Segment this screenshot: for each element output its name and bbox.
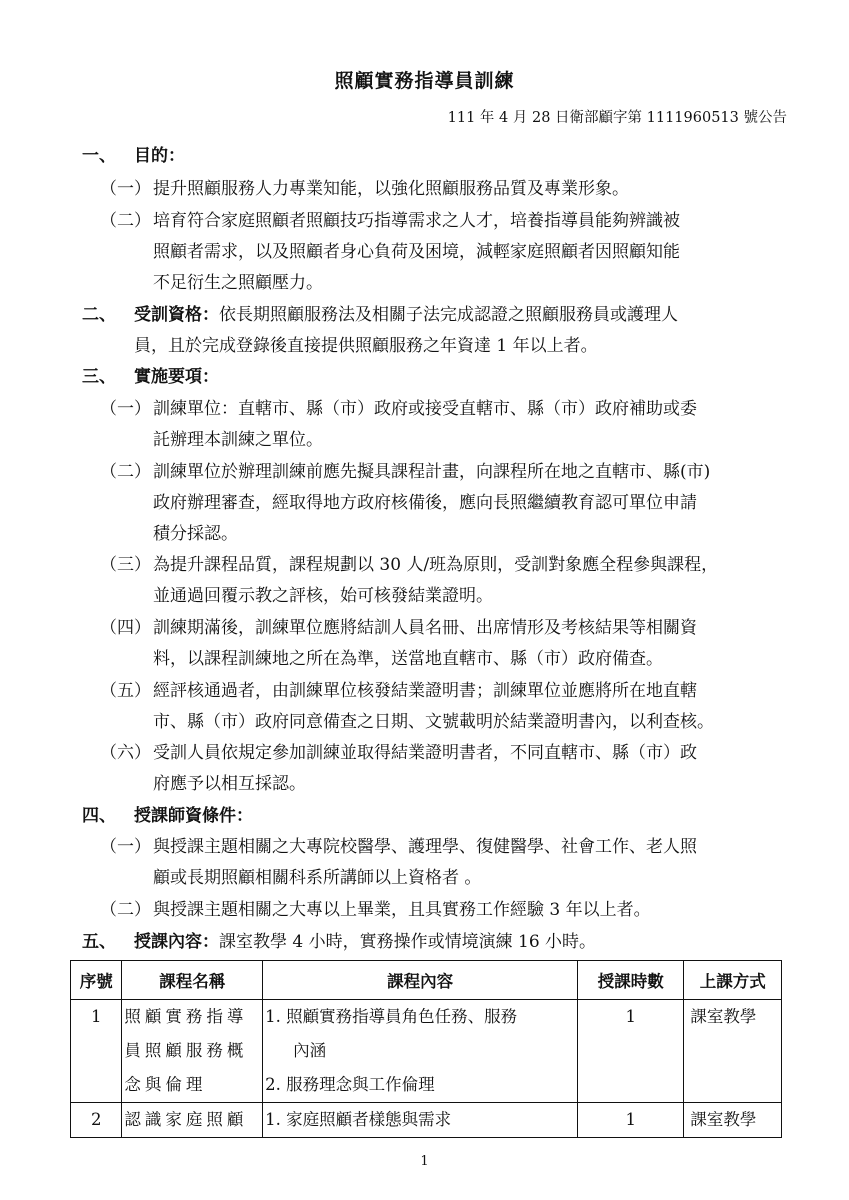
s4-item-2-number: （二） [100,900,151,920]
row-1-no: 1 [71,1000,122,1103]
s3-item-6-text: 受訓人員依規定參加訓練並取得結業證明書者，不同直轄市、縣（市）政 [153,743,697,763]
s3-item-1-number: （一） [100,399,151,419]
s3-item-4-text: 訓練期滿後，訓練單位應將結訓人員名冊、出席情形及考核結果等相關資 [153,618,697,638]
section-1-heading: 目的： [134,146,185,166]
header-hours: 授課時數 [578,961,684,1000]
section-3-number: 三、 [82,367,116,387]
s4-item-1-number: （一） [100,837,151,857]
row-2-hours: 1 [578,1103,684,1138]
s3-item-5-text-line-2: 市、縣（市）政府同意備查之日期、文號載明於結業證明書內，以利查核。 [153,712,714,732]
section-2-number: 二、 [82,305,116,325]
row-2-content: 1. 家庭照顧者樣態與需求 [263,1103,578,1138]
s3-item-5-number: （五） [100,681,151,701]
s4-item-2-text: 與授課主題相關之大專以上畢業，且具實務工作經驗 3 年以上者。 [153,900,651,920]
row-2-mode: 課室教學 [684,1103,782,1138]
s3-item-2-text-line-3: 積分採認。 [153,524,238,544]
s1-item-2-text-line-2: 照顧者需求，以及照顧者身心負荷及困境，減輕家庭照顧者因照顧知能 [153,242,680,262]
page-title: 照顧實務指導員訓練 [334,70,515,92]
section-2-heading: 受訓資格：依長期照顧服務法及相關子法完成認證之照顧服務員或護理人 [134,305,678,325]
s3-item-2-text: 訓練單位於辦理訓練前應先擬具課程計畫，向課程所在地之直轄市、縣(市) [153,462,711,482]
header-mode: 上課方式 [684,961,782,1000]
s3-item-2-number: （二） [100,462,151,482]
s1-item-1-text: 提升照顧服務人力專業知能，以強化照顧服務品質及專業形象。 [153,179,629,199]
section-5-text: 課室教學 4 小時，實務操作或情境演練 16 小時。 [219,932,597,952]
s3-item-5-text: 經評核通過者，由訓練單位核發結業證明書；訓練單位並應將所在地直轄 [153,681,697,701]
s3-item-3-text-line-2: 並通過回覆示教之評核，始可核發結業證明。 [153,586,493,606]
table-header-row [71,961,782,1000]
section-5-number: 五、 [82,932,116,952]
section-1-number: 一、 [82,146,116,166]
s3-item-4-number: （四） [100,618,151,638]
section-5-heading: 授課內容：課室教學 4 小時，實務操作或情境演練 16 小時。 [134,932,597,952]
section-4-number: 四、 [82,806,116,826]
s3-item-2-text-line-2: 政府辦理審查，經取得地方政府核備後，應向長照繼續教育認可單位申請 [153,493,697,513]
course-table [70,960,782,1138]
s1-item-2-text: 培育符合家庭照顧者照顧技巧指導需求之人才，培養指導員能夠辨識被 [153,211,680,231]
s3-item-6-number: （六） [100,743,151,763]
section-4-heading: 授課師資條件： [134,806,253,826]
s3-item-6-text-line-2: 府應予以相互採認。 [153,774,306,794]
row-2-no: 2 [71,1103,122,1138]
s3-item-3-text: 為提升課程品質，課程規劃以 30 人/班為原則，受訓對象應全程參與課程， [153,555,719,575]
s1-item-2-text-line-3: 不足衍生之照顧壓力。 [153,273,323,293]
row-1-name: 照顧實務指導 員照顧服務概 念與倫理 [122,1000,263,1103]
s3-item-3-number: （三） [100,555,151,575]
header-no: 序號 [71,961,122,1000]
table-row [71,1103,782,1138]
page-number: 1 [420,1154,429,1169]
s4-item-1-text-line-2: 顧或長期照顧相關科系所講師以上資格者 。 [153,868,482,888]
s3-item-1-text-line-2: 託辦理本訓練之單位。 [153,430,323,450]
section-2-text-line-2: 員，且於完成登錄後直接提供照顧服務之年資達 1 年以上者。 [134,336,598,356]
s1-item-2-number: （二） [100,211,151,231]
s4-item-1-text: 與授課主題相關之大專院校醫學、護理學、復健醫學、社會工作、老人照 [153,837,697,857]
s3-item-4-text-line-2: 料，以課程訓練地之所在為準，送當地直轄市、縣（市）政府備查。 [153,649,663,669]
header-name: 課程名稱 [122,961,263,1000]
table-row [71,1000,782,1103]
section-3-heading: 實施要項： [134,367,219,387]
row-2-name: 認識家庭照顧 [122,1103,263,1138]
section-2-text: 依長期照顧服務法及相關子法完成認證之照顧服務員或護理人 [219,305,678,325]
row-1-mode: 課室教學 [684,1000,782,1103]
header-content: 課程內容 [263,961,578,1000]
row-1-content: 1. 照顧實務指導員角色任務、服務 內涵 2. 服務理念與工作倫理 [263,1000,578,1103]
announcement-reference: 111 年 4 月 28 日衛部顧字第 1111960513 號公告 [447,110,787,126]
row-1-hours: 1 [578,1000,684,1103]
s3-item-1-text: 訓練單位：直轄市、縣（市）政府或接受直轄市、縣（市）政府補助或委 [153,399,697,419]
s1-item-1-number: （一） [100,179,151,199]
